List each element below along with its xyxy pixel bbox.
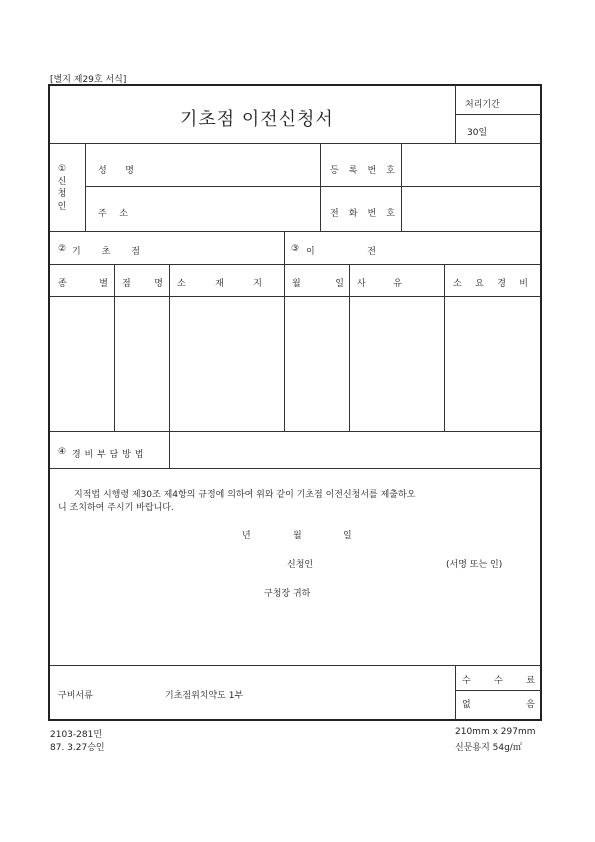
- processing-period-value: 30일: [467, 128, 488, 138]
- processing-period-label: 처리기간: [465, 100, 500, 110]
- declaration-text-line2: 니 조치하여 주시기 바랍니다.: [58, 503, 174, 513]
- cell-point-name[interactable]: [117, 299, 167, 429]
- paper-type: 신문용지 54g/㎡: [455, 743, 522, 753]
- registration-number-label: 등 록 번 호: [330, 166, 395, 176]
- required-documents-label: 구비서류: [58, 691, 93, 701]
- phone-number-field[interactable]: [404, 189, 538, 229]
- form-title: 기초점 이전신청서: [180, 109, 334, 130]
- form-code: 2103-281민: [50, 730, 103, 740]
- declaration-text-line1: 지적법 시행령 제30조 제4항의 규정에 의하여 위와 같이 기초점 이전신청서를 제출하오: [74, 490, 416, 500]
- recipient-label: 구청장 귀하: [264, 589, 311, 599]
- cell-estimated-cost[interactable]: [447, 299, 539, 429]
- fee-value: 없 음: [462, 700, 535, 710]
- section-4-number: ④: [58, 447, 67, 457]
- form-number-label: [별지 제29호 서식]: [50, 75, 127, 85]
- paper-size: 210mm x 297mm: [455, 727, 536, 737]
- cell-date[interactable]: [287, 299, 347, 429]
- cost-bearing-method-label: 경 비 부 담 방 법: [72, 450, 144, 460]
- col-point-name: 점 명: [122, 279, 163, 289]
- name-label: 성 명: [98, 166, 134, 176]
- applicant-number: ①: [57, 164, 67, 174]
- applicant-section: ① 신 청 인: [57, 164, 67, 212]
- required-documents-value: 기초점위치약도 1부: [165, 691, 244, 701]
- relocation-label: 이 전: [306, 247, 376, 257]
- address-label: 주 소: [98, 209, 128, 219]
- registration-number-field[interactable]: [404, 146, 538, 184]
- signature-or-seal-label: (서명 또는 인): [446, 560, 503, 570]
- cell-location[interactable]: [172, 299, 282, 429]
- section-2-number: ②: [58, 244, 67, 254]
- address-field[interactable]: [140, 189, 316, 229]
- col-location: 소 재 지: [177, 279, 262, 289]
- base-point-label: 기 초 점: [72, 247, 140, 257]
- cell-reason[interactable]: [352, 299, 442, 429]
- col-type: 종 별: [58, 279, 108, 289]
- applicant-signature-label: 신청인: [287, 560, 314, 570]
- phone-number-label: 전 화 번 호: [330, 209, 395, 219]
- year-label: 년: [242, 531, 251, 541]
- day-label: 일: [343, 531, 352, 541]
- cost-bearing-method-field[interactable]: [172, 434, 538, 466]
- col-estimated-cost: 소 요 경 비: [453, 279, 528, 289]
- fee-label: 수 수 료: [462, 676, 535, 686]
- col-date: 월 일: [292, 279, 344, 289]
- name-field[interactable]: [140, 146, 316, 184]
- col-reason: 사 유: [357, 279, 402, 289]
- month-label: 월: [293, 531, 302, 541]
- cell-type[interactable]: [52, 299, 112, 429]
- section-3-number: ③: [291, 244, 300, 254]
- approval-date: 87. 3.27승인: [50, 743, 105, 753]
